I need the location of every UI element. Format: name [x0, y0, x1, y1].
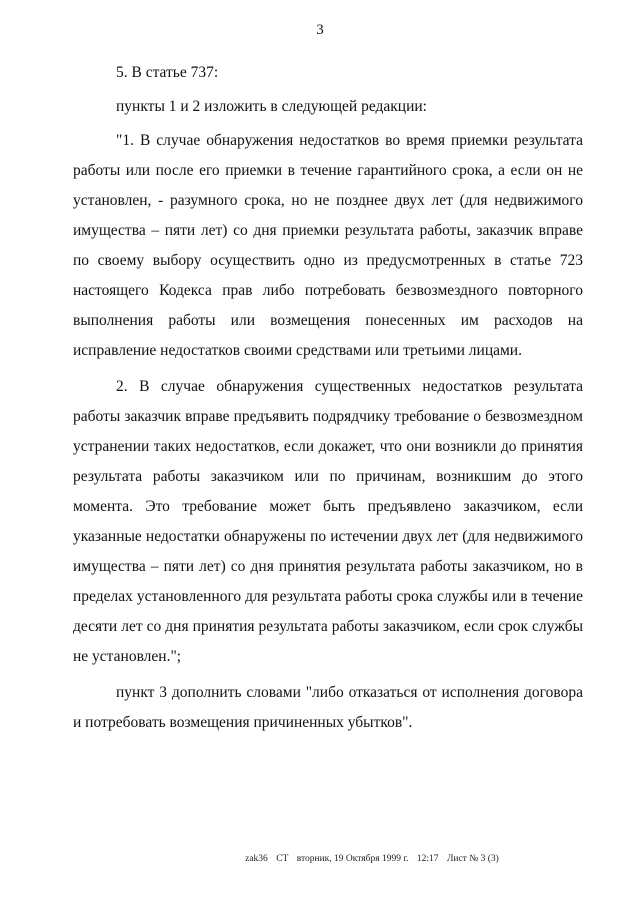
footer-time: 12:17	[416, 854, 439, 864]
page-footer	[0, 854, 640, 864]
footer-doc-code: zak36	[245, 854, 268, 864]
footer-sheet: Лист № 3 (3)	[446, 854, 499, 864]
footer-date: вторник, 19 Октября 1999 г.	[296, 854, 409, 864]
paragraph-article-heading: 5. В статье 737:	[116, 64, 219, 81]
paragraph-clause-2: 2. В случае обнаружения существенных недостатков результата работы заказчик вправе предъявить подрядчику требование о безвозмездном устранении таких недостатков, если докажет, что они возникли до принятия результата работы заказчиком или по причинам, возникшим до этого момента. Это требование может быть предъявлено заказчиком, если указанные недостатки обнаружены по истечении двух лет (для недвижимого имущества – пяти лет) со дня принятия результата работы заказчиком, но в пределах установленного для результата работы срока службы или в течение десяти лет со дня принятия результата работы заказчиком, если срок службы не установлен.";	[73, 378, 583, 665]
paragraph-clause-3-amendment: пункт 3 дополнить словами "либо отказаться от исполнения договора и потребовать возмещения причиненных убытков".	[73, 684, 583, 731]
document-body	[73, 58, 583, 744]
paragraph-edit-instruction: пункты 1 и 2 изложить в следующей редакции:	[116, 98, 427, 115]
paragraph-clause-1: "1. В случае обнаружения недостатков во время приемки результата работы или после его приемки в течение гарантийного срока, а если он не установлен, - разумного срока, но не позднее двух лет (для недвижимого имущества – пяти лет) со дня приемки результата работы, заказчик вправе по своему выбору осуществить одно из предусмотренных в статье 723 настоящего Кодекса прав либо потребовать безвозмездного повторного выполнения работы или возмещения понесенных им расходов на исправление недостатков своими средствами или третьими лицами.	[73, 132, 583, 359]
footer-ct: CT	[276, 854, 289, 864]
page-number: 3	[316, 22, 324, 38]
